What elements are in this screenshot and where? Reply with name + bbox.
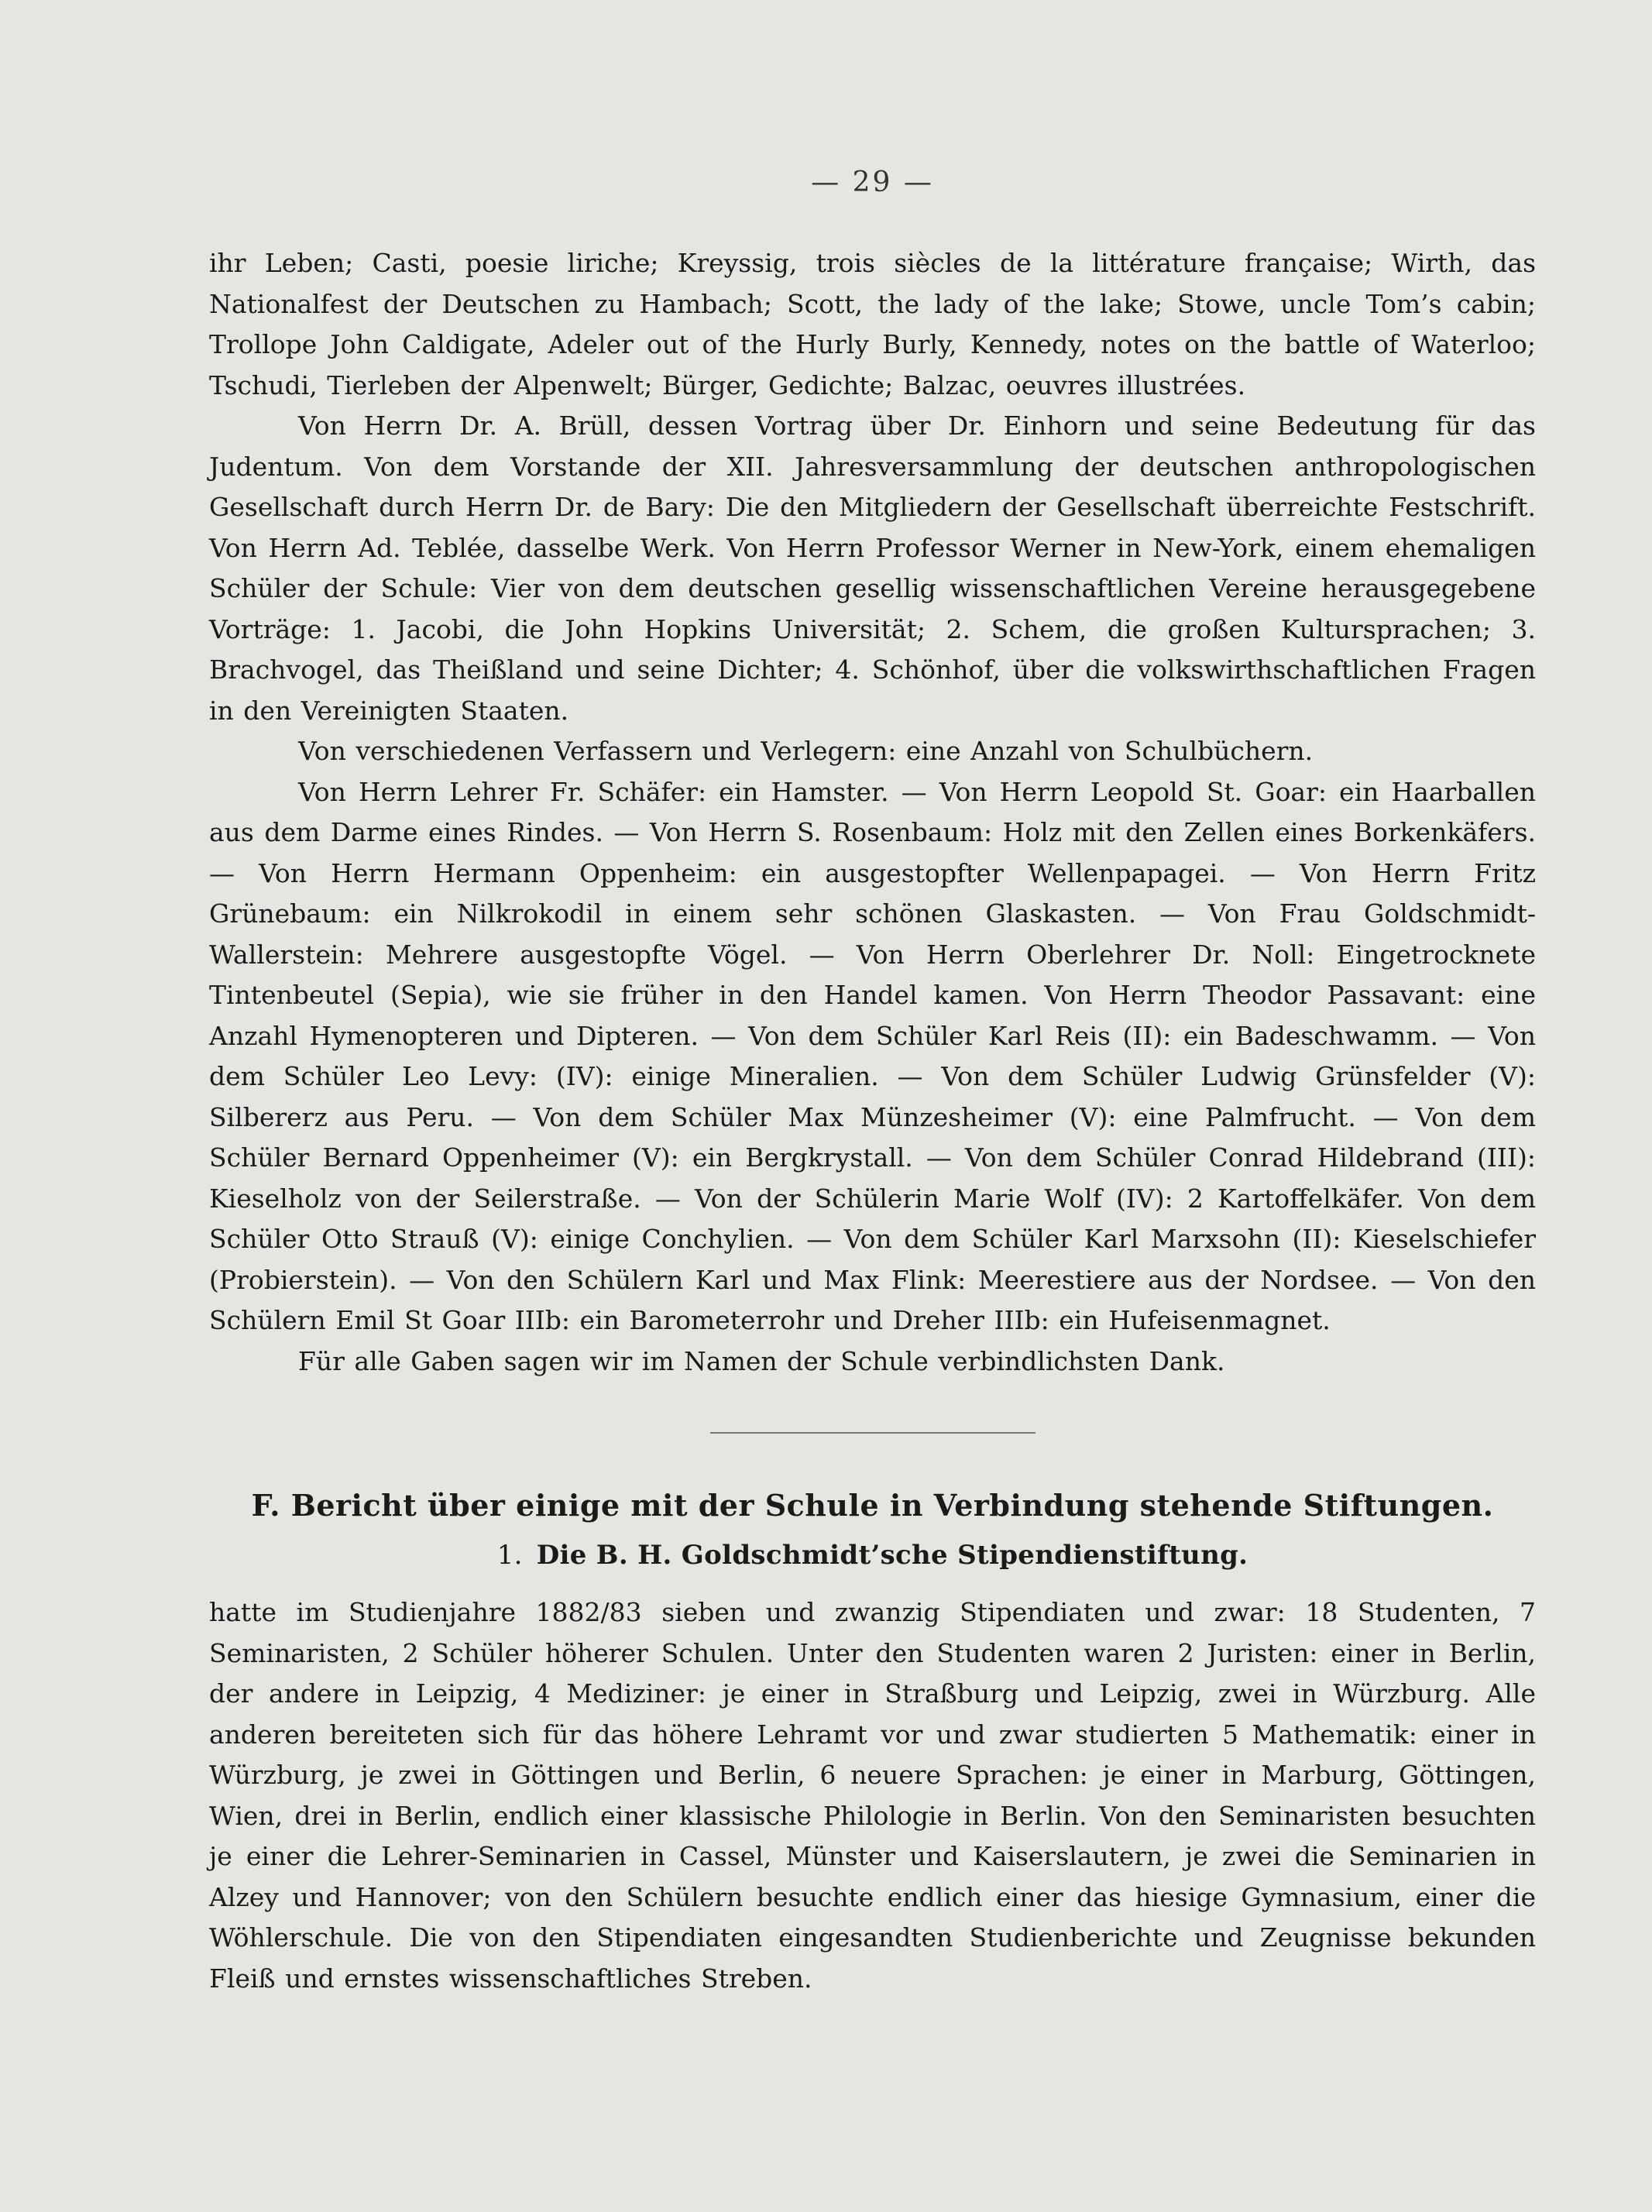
section-divider xyxy=(710,1432,1036,1434)
subsection-title xyxy=(209,1540,1536,1571)
paragraph-schoolbooks: Von verschiedenen Verfassern und Verlegern: eine Anzahl von Schulbüchern. xyxy=(298,736,1314,766)
paragraph-foundation-report: hatte im Studienjahre 1882/83 sieben und zwanzig Stipendiaten und zwar: 18 Studenten, 7 Seminaristen, 2 Schüler höherer Schulen. Unter den Studenten waren 2 Juristen: einer in Berlin, der andere in Leipzig, 4 Mediziner: je einer in Straßburg und Leipzig, zwei in Würzburg. Alle anderen bereiteten sich für das höhere Lehramt vor und zwar studierten 5 Mathematik: einer in Würzburg, je zwei in Göttingen und Berlin, 6 neuere Sprachen: je einer in Marburg, Göttingen, Wien, drei in Berlin, endlich einer klassische Philologie in Berlin. Von den Seminaristen besuchten je einer die Lehrer-Seminarien in Cassel, Münster und Kaiserslautern, je zwei die Seminarien in Alzey und Hannover; von den Schülern besuchte endlich einer das hiesige Gymnasium, einer die Wöhlerschule. Die von den Stipendiaten eingesandten Studienberichte und Zeugnisse bekunden Fleiß und ernstes wissenschaftliches Streben. xyxy=(209,1597,1536,1994)
section-title: F. Bericht über einige mit der Schule in Verbindung stehende Stiftungen. xyxy=(251,1488,1494,1523)
paragraph-thanks: Für alle Gaben sagen wir im Namen der Schule verbindlichsten Dank. xyxy=(298,1345,1225,1376)
subsection-number: 1. xyxy=(496,1540,523,1571)
page-number: — 29 — xyxy=(811,167,934,198)
paragraph-donations-books: Von Herrn Dr. A. Brüll, dessen Vortrag über Dr. Einhorn und seine Bedeutung für das Judentum. Von dem Vorstande der XII. Jahresversammlung der deutschen anthropologischen Gesellschaft durch Herrn Dr. de Bary: Die den Mitgliedern der Gesellschaft überreichte Festschrift. Von Herrn Ad. Teblée, dasselbe Werk. Von Herrn Professor Werner in New-York, einem ehemaligen Schüler der Schule: Vier von dem deutschen gesellig wissenschaftlichen Vereine herausgegebene Vorträge: 1. Jacobi, die John Hopkins Universität; 2. Schem, die großen Kultursprachen; 3. Brachvogel, das Theißland und seine Dichter; 4. Schönhof, über die volkswirthschaftlichen Fragen in den Vereinigten Staaten. xyxy=(209,410,1536,726)
paragraph-book-list: ihr Leben; Casti, poesie liriche; Kreyssig, trois siècles de la littérature française; Wirth, das Nationalfest der Deutschen zu Hambach; Scott, the lady of the lake; Stowe, uncle Tom’s cabin; Trollope John Caldigate, Adeler out of the Hurly Burly, Kennedy, notes on the battle of Waterloo; Tschudi, Tierleben der Alpenwelt; Bürger, Gedichte; Balzac, oeuvres illustrées. xyxy=(209,248,1536,400)
paragraph-natural-history-gifts: Von Herrn Lehrer Fr. Schäfer: ein Hamster. — Von Herrn Leopold St. Goar: ein Haarballen aus dem Darme eines Rindes. — Von Herrn S. Rosenbaum: Holz mit den Zellen eines Borkenkäfers. — Von Herrn Hermann Oppenheim: ein ausgestopfter Wellenpapagei. — Von Herrn Fritz Grünebaum: ein Nilkrokodil in einem sehr schönen Glaskasten. — Von Frau Goldschmidt-Wallerstein: Mehrere ausgestopfte Vögel. — Von Herrn Oberlehrer Dr. Noll: Eingetrocknete Tintenbeutel (Sepia), wie sie früher in den Handel kamen. Von Herrn Theodor Passavant: eine Anzahl Hymenopteren und Dipteren. — Von dem Schüler Karl Reis (II): ein Badeschwamm. — Von dem Schüler Leo Levy: (IV): einige Mineralien. — Von dem Schüler Ludwig Grünsfelder (V): Silbererz aus Peru. — Von dem Schüler Max Münzesheimer (V): eine Palmfrucht. — Von dem Schüler Bernard Oppenheimer (V): ein Bergkrystall. — Von dem Schüler Conrad Hildebrand (III): Kieselholz von der Seilerstraße. — Von der Schülerin Marie Wolf (IV): 2 Kartoffelkäfer. Von dem Schüler Otto Strauß (V): einige Conchylien. — Von dem Schüler Karl Marxsohn (II): Kieselschiefer (Probierstein). — Von den Schülern Karl und Max Flink: Meerestiere aus der Nordsee. — Von den Schülern Emil St Goar IIIb: ein Barometerrohr und Dreher IIIb: ein Hufeisenmagnet. xyxy=(209,776,1536,1335)
subsection-name: Die B. H. Goldschmidt’sche Stipendienstiftung. xyxy=(536,1540,1248,1571)
